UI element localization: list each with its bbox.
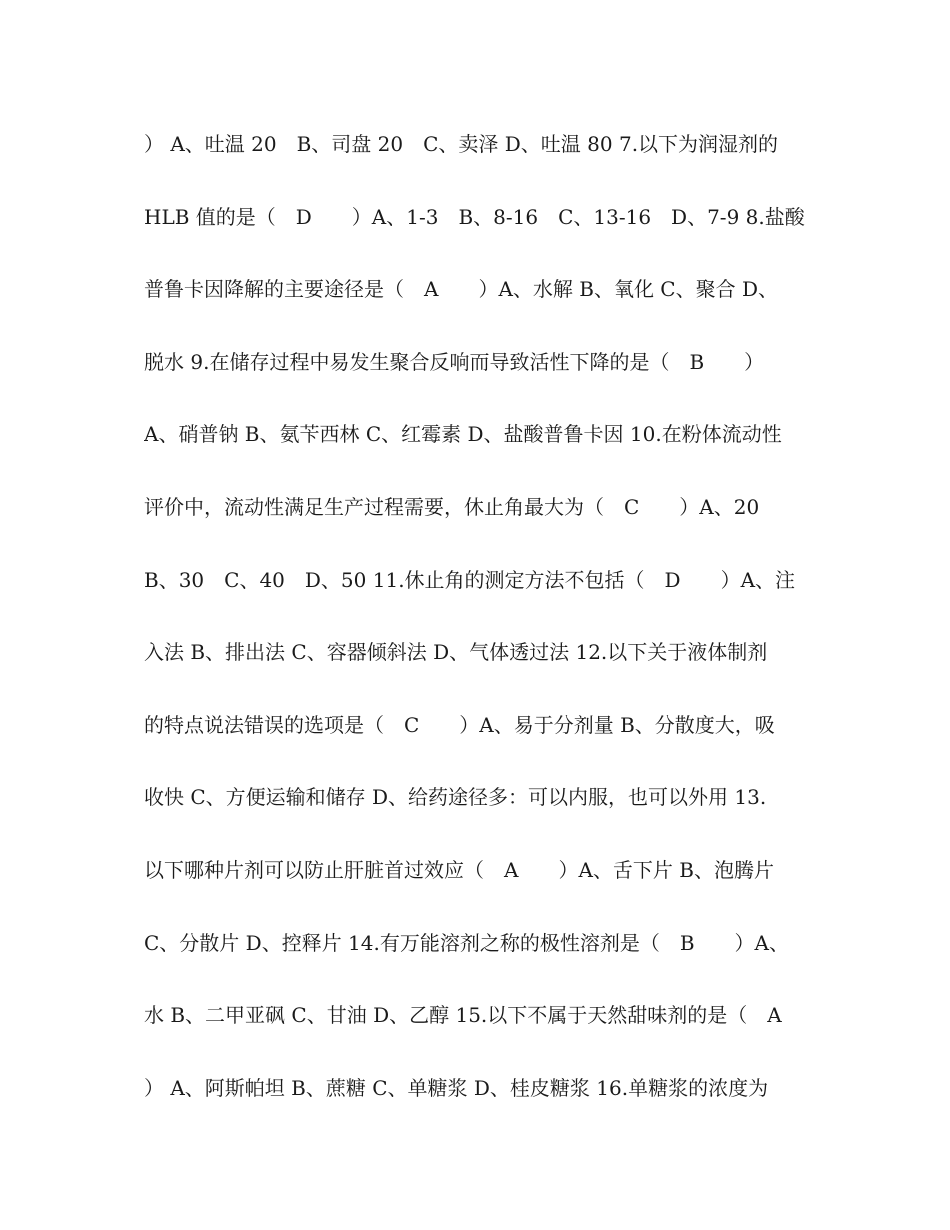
- text-line: 的特点说法错误的选项是（ C ）A、易于分剂量 B、分散度大，吸: [144, 712, 775, 737]
- body-text: [144, 118, 824, 1134]
- text-line: 脱水 9.在储存过程中易发生聚合反响而导致活性下降的是（ B ）: [144, 349, 765, 374]
- text-line: 入法 B、排出法 C、容器倾斜法 D、气体透过法 12.以下关于液体制剂: [144, 640, 768, 665]
- text-line: HLB 值的是（ D ）A、1-3 B、8-16 C、13-16 D、7-9 8.盐酸: [144, 204, 805, 229]
- text-line: C、分散片 D、控释片 14.有万能溶剂之称的极性溶剂是（ B ）A、: [144, 930, 789, 955]
- text-line: 普鲁卡因降解的主要途径是（ A ）A、水解 B、氧化 C、聚合 D、: [144, 277, 778, 302]
- text-line: 以下哪种片剂可以防止肝脏首过效应（ A ）A、舌下片 B、泡腾片: [144, 857, 774, 882]
- text-line: A、硝普钠 B、氨苄西林 C、红霉素 D、盐酸普鲁卡因 10.在粉体流动性: [144, 422, 782, 447]
- text-line: ） A、吐温 20 B、司盘 20 C、卖泽 D、吐温 80 7.以下为润湿剂的: [144, 132, 779, 156]
- text-line: 水 B、二甲亚砜 C、甘油 D、乙醇 15.以下不属于天然甜味剂的是（ A: [144, 1003, 782, 1028]
- text-line: 收快 C、方便运输和储存 D、给药途径多：可以内服，也可以外用 13.: [144, 785, 767, 810]
- text-line: B、30 C、40 D、50 11.休止角的测定方法不包括（ D ）A、注: [144, 567, 796, 592]
- text-line: ） A、阿斯帕坦 B、蔗糖 C、单糖浆 D、桂皮糖浆 16.单糖浆的浓度为: [144, 1075, 769, 1100]
- text-line: 评价中，流动性满足生产过程需要，休止角最大为（ C ）A、20: [144, 494, 760, 519]
